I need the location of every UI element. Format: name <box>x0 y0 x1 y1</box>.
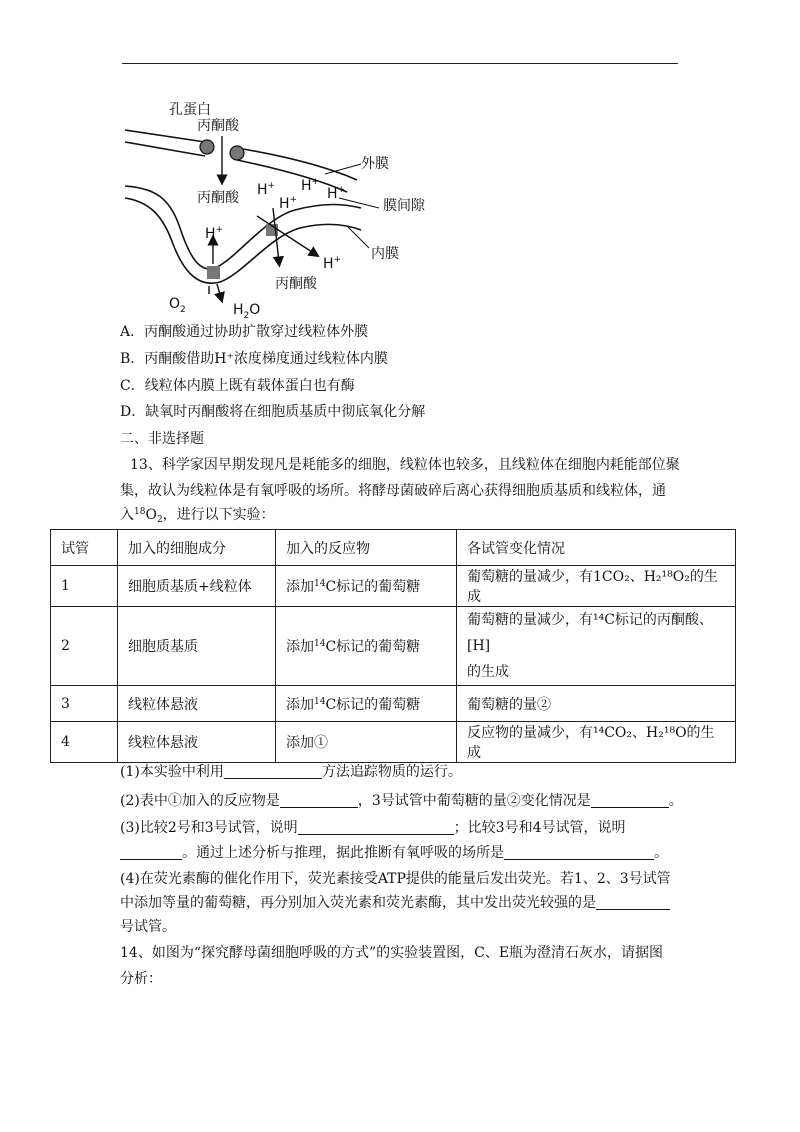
q13-part-4-line2: 中添加等量的葡萄糖，再分别加入荧光素和荧光素酶，其中发出荧光较强的是 <box>120 888 690 918</box>
cell-component: 线粒体悬液 <box>118 686 276 722</box>
label-h-plus-4: H+ <box>327 185 346 202</box>
cell-tube: 4 <box>51 722 118 763</box>
header-rule <box>122 63 678 64</box>
table-row <box>51 686 736 722</box>
answer-blank[interactable] <box>504 845 654 860</box>
q13-part-4-line3: 号试管。 <box>120 919 176 935</box>
label-h-plus-6: H+ <box>323 255 342 272</box>
cell-reactant: 添加$^{14}$C标记的葡萄糖 <box>276 686 457 722</box>
membrane-diagram-svg <box>125 98 425 320</box>
cell-result: 反应物的量减少，有¹⁴CO₂、H₂¹⁸O的生成 <box>457 722 736 763</box>
cell-result: 葡萄糖的量减少，有¹⁴C标记的丙酮酸、[H] 的生成 <box>457 607 736 686</box>
table-header-row <box>51 530 736 566</box>
outer-membrane-left-lower <box>125 142 205 156</box>
label-inner-membrane: 内膜 <box>371 246 399 262</box>
label-h-plus-3: H+ <box>279 195 298 212</box>
cell-component: 细胞质基质 <box>118 607 276 686</box>
q14-line-1: 14、如图为“探究酵母菌细胞呼吸的方式”的实验装置图，C、E瓶为澄清石灰水，请据图 <box>120 945 664 961</box>
cell-component: 线粒体悬液 <box>118 722 276 763</box>
cell-reactant: 添加$^{14}$C标记的葡萄糖 <box>276 607 457 686</box>
header-component: 加入的细胞成分 <box>118 530 276 566</box>
cell-reactant: 添加① <box>276 722 457 763</box>
answer-blank[interactable] <box>591 793 669 808</box>
q13-line-3: 入$^{18}O_2$，进行以下实验： <box>120 507 275 525</box>
leader-space <box>339 198 379 208</box>
q13-part-3-line1: (3)比较2号和3号试管，说明 ；比较3号和4号试管，说明 <box>120 820 626 836</box>
experiment-table <box>50 529 736 763</box>
answer-blank[interactable] <box>596 895 670 910</box>
leader-outer <box>325 164 361 174</box>
answer-blank[interactable] <box>120 845 182 860</box>
label-pyruvate-top: 丙酮酸 <box>197 118 239 134</box>
q13-part-3-line2: 。通过上述分析与推理，据此推断有氧呼吸的场所是 。 <box>120 838 690 868</box>
answer-blank[interactable] <box>298 820 454 835</box>
cell-tube: 2 <box>51 607 118 686</box>
answer-blank[interactable] <box>280 793 358 808</box>
q13-part-1: (1)本实验中利用 方法追踪物质的运行。 <box>120 764 462 780</box>
mitochondria-diagram <box>125 98 425 320</box>
q13-part-2: (2)表中①加入的反应物是 ，3号试管中葡萄糖的量②变化情况是 。 <box>120 793 683 809</box>
inner-protein-left <box>207 266 220 279</box>
cell-component: 细胞质基质+线粒体 <box>118 566 276 607</box>
label-outer-membrane: 外膜 <box>361 156 389 172</box>
header-reactant: 加入的反应物 <box>276 530 457 566</box>
option-c: C．线粒体内膜上既有载体蛋白也有酶 <box>120 378 355 394</box>
label-intermembrane-space: 膜间隙 <box>383 198 425 214</box>
q13-part-4-line1: (4)在荧光素酶的催化作用下，荧光素接受ATP提供的能量后发出荧光。若1、2、3号试管 <box>120 871 671 887</box>
porin-right <box>230 146 244 160</box>
cell-result: 葡萄糖的量② <box>457 686 736 722</box>
label-porin: 孔蛋白 <box>169 102 211 118</box>
q14-line-2: 分析： <box>120 971 162 987</box>
header-tube: 试管 <box>51 530 118 566</box>
label-h-plus-2: H+ <box>301 177 320 194</box>
cell-tube: 3 <box>51 686 118 722</box>
label-o2: $O_2$ <box>169 296 186 315</box>
label-pyruvate-mid: 丙酮酸 <box>197 190 239 206</box>
label-pyruvate-bottom: 丙酮酸 <box>275 276 317 292</box>
option-d: D．缺氧时丙酮酸将在细胞质基质中彻底氧化分解 <box>120 404 426 420</box>
outer-membrane-left-upper <box>125 130 205 142</box>
header-result: 各试管变化情况 <box>457 530 736 566</box>
option-b: B．丙酮酸借助H⁺浓度梯度通过线粒体内膜 <box>120 351 388 367</box>
cell-result: 葡萄糖的量减少，有1CO₂、H₂¹⁸O₂的生成 <box>457 566 736 607</box>
cell-tube: 1 <box>51 566 118 607</box>
section-title: 二、非选择题 <box>120 431 204 447</box>
answer-blank[interactable] <box>224 764 322 779</box>
option-a: A．丙酮酸通过协助扩散穿过线粒体外膜 <box>120 324 369 340</box>
label-h2o: $H_2O$ <box>233 302 261 320</box>
porin-left <box>200 140 214 154</box>
table-row <box>51 607 736 686</box>
arrow-h2o <box>217 284 221 298</box>
cell-reactant: 添加$^{14}$C标记的葡萄糖 <box>276 566 457 607</box>
table-row <box>51 566 736 607</box>
label-h-plus-1: H+ <box>257 181 276 198</box>
q13-line-1: 13、科学家因早期发现凡是耗能多的细胞，线粒体也较多，且线粒体在细胞内耗能部位聚 <box>130 457 680 473</box>
label-h-plus-5: H+ <box>205 225 224 242</box>
q13-line-2: 集，故认为线粒体是有氧呼吸的场所。将酵母菌破碎后离心获得细胞质基质和线粒体，通 <box>120 483 666 499</box>
